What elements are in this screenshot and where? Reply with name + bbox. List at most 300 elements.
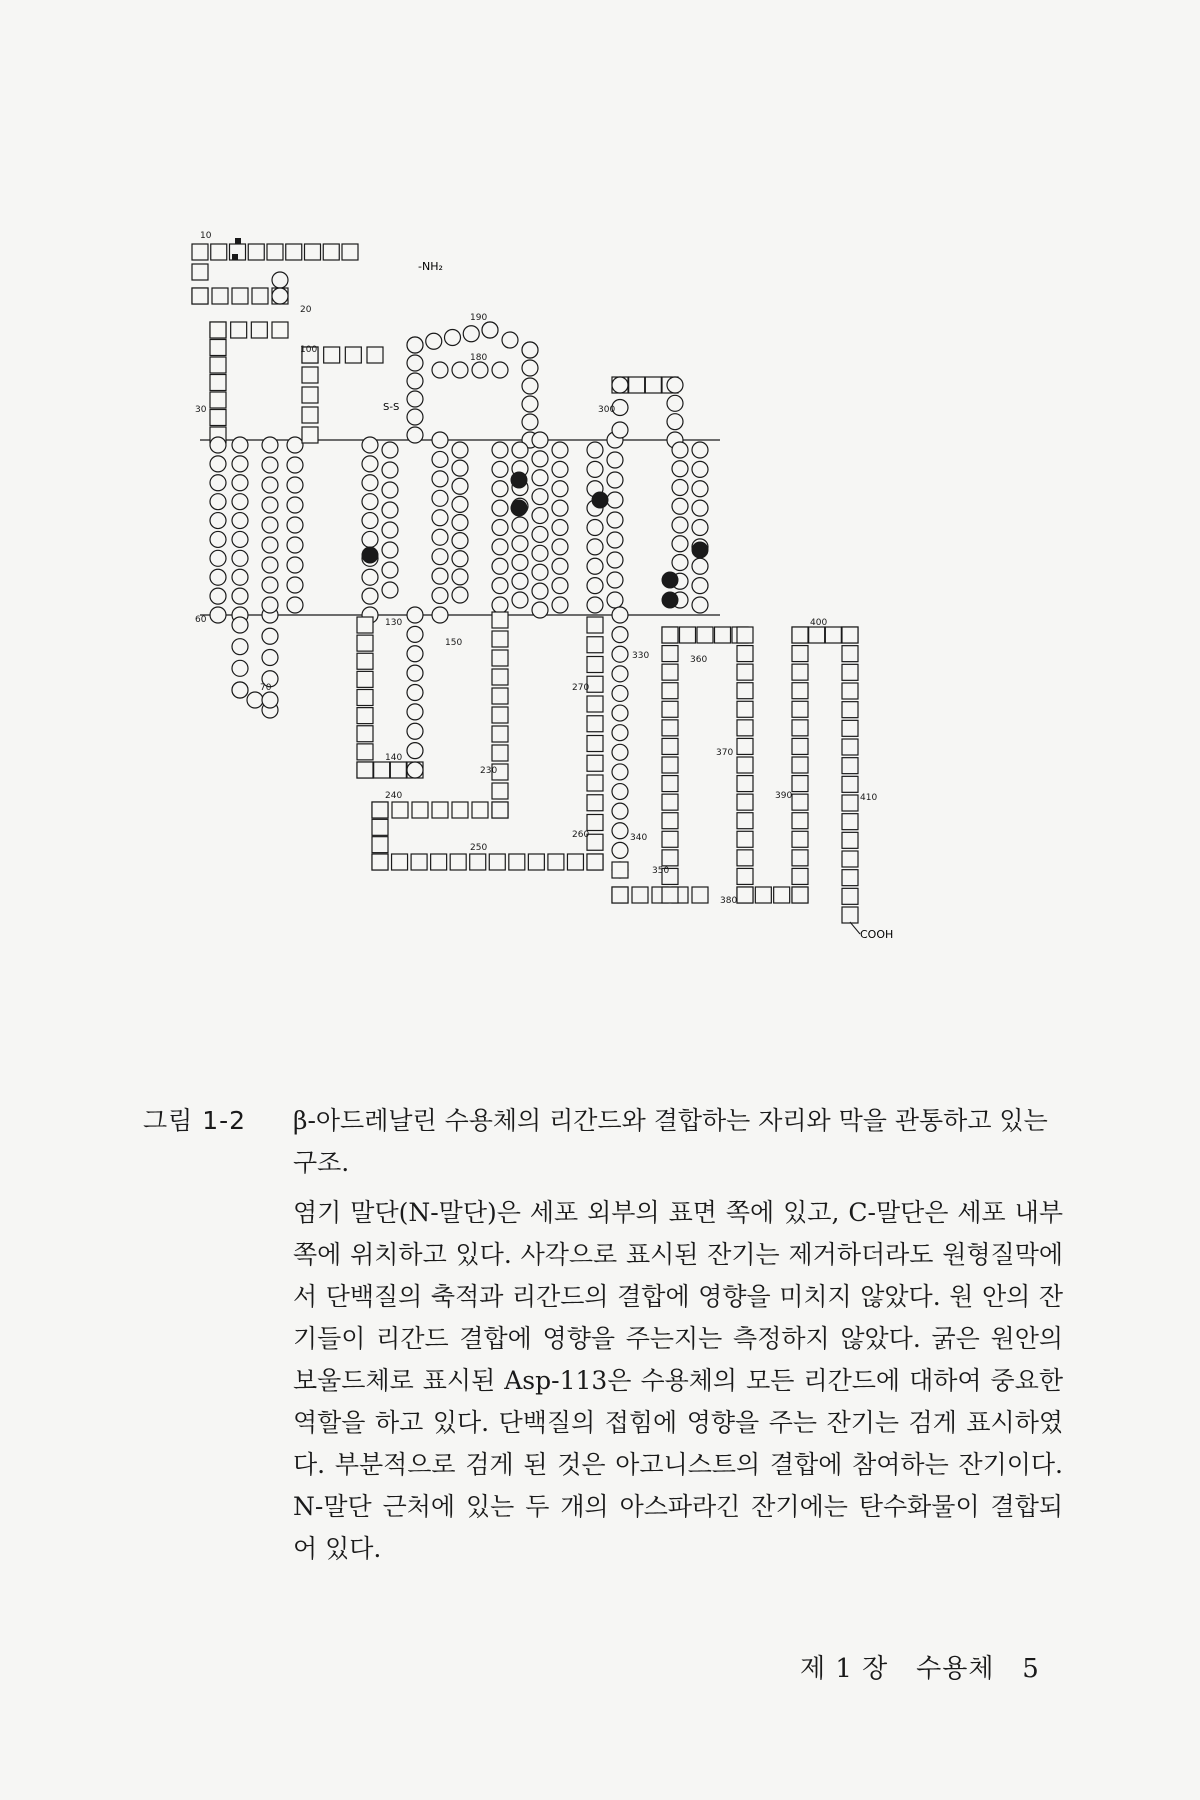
residue-circle bbox=[532, 451, 548, 467]
residue-square bbox=[737, 646, 753, 662]
residue-circle bbox=[612, 377, 628, 393]
residue-circle bbox=[382, 562, 398, 578]
residue-square bbox=[302, 367, 318, 383]
caption-body: 염기 말단(N-말단)은 세포 외부의 표면 쪽에 있고, C-말단은 세포 내부 쪽에 위치하고 있다. 사각으로 표시된 잔기는 제거하더라도 원형질막에서 단백질의 축적과 리간드의 결합에 영향을 미치지 않았다. 원 안의 잔기들이 리간드 결합에 영향을 주는지는 측정하지 않았다. 굵은 원안의 보울드체로 표시된 Asp-113은 수용체의 모든 리간드에 대하여 중요한 역할을 하고 있다. 단백질의 접힘에 영향을 주는 잔기는 검게 표시하였다. 부분적으로 검게 된 것은 아고니스트의 결합에 참여하는 잔기이다. N-말단 근처에 있는 두 개의 아스파라긴 잔기에는 탄수화물이 결합되어 있다. bbox=[293, 1198, 1063, 1563]
residue-circle bbox=[672, 480, 688, 496]
residue-circle bbox=[287, 597, 303, 613]
residue-square bbox=[357, 762, 373, 778]
residue-circle bbox=[607, 512, 623, 528]
residue-circle bbox=[262, 497, 278, 513]
residue-square bbox=[792, 683, 808, 699]
residue-circle bbox=[407, 409, 423, 425]
residue-square bbox=[267, 244, 283, 260]
residue-square bbox=[302, 387, 318, 403]
residue-square bbox=[662, 757, 678, 773]
residue-square bbox=[210, 357, 226, 373]
residue-circle bbox=[667, 414, 683, 430]
residue-circle bbox=[210, 550, 226, 566]
residue-square bbox=[587, 775, 603, 791]
residue-number-label: 400 bbox=[810, 618, 828, 628]
residue-circle bbox=[232, 456, 248, 472]
footer-chapter: 제 1 장 bbox=[800, 1654, 889, 1684]
residue-circle bbox=[262, 692, 278, 708]
residue-circle-filled bbox=[511, 472, 527, 488]
residue-circle bbox=[432, 588, 448, 604]
residue-square bbox=[567, 854, 583, 870]
residue-circle bbox=[407, 685, 423, 701]
residue-square bbox=[323, 244, 339, 260]
residue-circle bbox=[232, 682, 248, 698]
residue-circle bbox=[552, 500, 568, 516]
residue-circle bbox=[362, 513, 378, 529]
residue-circle bbox=[587, 539, 603, 555]
residue-square bbox=[528, 854, 544, 870]
residue-circle bbox=[407, 355, 423, 371]
residue-circle bbox=[407, 665, 423, 681]
page-number: 5 bbox=[1022, 1654, 1040, 1684]
residue-square bbox=[792, 868, 808, 884]
residue-circle bbox=[382, 542, 398, 558]
residue-square bbox=[842, 720, 858, 736]
residue-square bbox=[842, 795, 858, 811]
residue-circle bbox=[407, 391, 423, 407]
residue-number-label: 250 bbox=[470, 843, 488, 853]
residue-square bbox=[372, 837, 388, 853]
residue-square bbox=[231, 322, 247, 338]
residue-square bbox=[792, 738, 808, 754]
residue-circle bbox=[607, 472, 623, 488]
residue-circle bbox=[692, 597, 708, 613]
residue-circle bbox=[452, 551, 468, 567]
residue-square bbox=[792, 850, 808, 866]
residue-square bbox=[252, 288, 268, 304]
residue-number-label: 390 bbox=[775, 791, 793, 801]
residue-circle bbox=[382, 582, 398, 598]
residue-circle bbox=[552, 558, 568, 574]
residue-circle bbox=[232, 531, 248, 547]
residue-circle bbox=[407, 762, 423, 778]
residue-circle bbox=[492, 362, 508, 378]
residue-square bbox=[587, 696, 603, 712]
cooh-terminus-label: COOH bbox=[860, 928, 894, 941]
residue-circle bbox=[672, 555, 688, 571]
residue-circle bbox=[432, 529, 448, 545]
residue-circle bbox=[492, 442, 508, 458]
residue-square bbox=[774, 887, 790, 903]
residue-circle bbox=[432, 490, 448, 506]
residue-circle bbox=[382, 482, 398, 498]
residue-circle bbox=[432, 607, 448, 623]
residue-square bbox=[251, 322, 267, 338]
residue-circle bbox=[432, 549, 448, 565]
residue-square bbox=[374, 762, 390, 778]
residue-circle bbox=[382, 462, 398, 478]
residue-circle bbox=[492, 539, 508, 555]
residue-square bbox=[629, 377, 645, 393]
residue-circle bbox=[382, 442, 398, 458]
residue-square bbox=[392, 854, 408, 870]
cooh-tail-line bbox=[850, 922, 860, 934]
residue-circle bbox=[612, 744, 628, 760]
residue-circle bbox=[502, 332, 518, 348]
residue-circle bbox=[432, 362, 448, 378]
residue-circle bbox=[612, 685, 628, 701]
residue-circle bbox=[287, 557, 303, 573]
residue-circle bbox=[362, 531, 378, 547]
residue-number-label: 180 bbox=[470, 353, 488, 363]
residue-circle bbox=[672, 498, 688, 514]
residue-circle bbox=[382, 522, 398, 538]
residue-circle bbox=[522, 414, 538, 430]
residue-circle bbox=[287, 497, 303, 513]
residue-square bbox=[492, 669, 508, 685]
residue-square bbox=[492, 688, 508, 704]
residue-square bbox=[587, 755, 603, 771]
residue-square bbox=[737, 720, 753, 736]
residue-square bbox=[587, 657, 603, 673]
residue-number-label: 150 bbox=[445, 638, 463, 648]
residue-circle bbox=[492, 597, 508, 613]
residue-circle bbox=[210, 569, 226, 585]
residue-square bbox=[509, 854, 525, 870]
residue-square bbox=[357, 653, 373, 669]
residue-circle bbox=[512, 592, 528, 608]
residue-square bbox=[842, 888, 858, 904]
residue-square bbox=[212, 288, 228, 304]
residue-circle bbox=[362, 475, 378, 491]
residue-square bbox=[662, 813, 678, 829]
residue-circle bbox=[587, 597, 603, 613]
residue-circle-filled bbox=[592, 492, 608, 508]
residue-square bbox=[489, 854, 505, 870]
residue-circle bbox=[552, 461, 568, 477]
disulfide-bond-label: S-S bbox=[383, 402, 400, 413]
residue-circle bbox=[452, 587, 468, 603]
residue-number-label: 240 bbox=[385, 791, 403, 801]
residue-circle bbox=[522, 360, 538, 376]
nh2-terminus-label: -NH₂ bbox=[418, 260, 443, 273]
residue-circle bbox=[492, 500, 508, 516]
residue-square bbox=[737, 813, 753, 829]
residue-circle bbox=[672, 461, 688, 477]
residue-circle bbox=[612, 627, 628, 643]
residue-square bbox=[587, 736, 603, 752]
residue-square bbox=[842, 776, 858, 792]
residue-square bbox=[662, 738, 678, 754]
residue-circle bbox=[552, 442, 568, 458]
residue-number-label: 60 bbox=[195, 615, 207, 625]
residue-circle bbox=[287, 477, 303, 493]
residue-circle bbox=[532, 489, 548, 505]
residue-circle bbox=[262, 557, 278, 573]
residue-circle bbox=[452, 515, 468, 531]
residue-circle bbox=[407, 337, 423, 353]
residue-circle bbox=[262, 477, 278, 493]
residue-square bbox=[645, 377, 661, 393]
residue-circle bbox=[272, 272, 288, 288]
residue-circle bbox=[407, 743, 423, 759]
residue-circle bbox=[607, 532, 623, 548]
page-footer bbox=[800, 1648, 1040, 1685]
residue-square bbox=[612, 862, 628, 878]
residue-square bbox=[842, 851, 858, 867]
residue-square bbox=[470, 854, 486, 870]
residue-circle bbox=[692, 481, 708, 497]
residue-square bbox=[792, 627, 808, 643]
residue-circle bbox=[532, 564, 548, 580]
residue-circle bbox=[407, 607, 423, 623]
residue-circle bbox=[287, 537, 303, 553]
residue-square bbox=[492, 802, 508, 818]
residue-circle bbox=[532, 470, 548, 486]
residue-number-label: 300 bbox=[598, 405, 616, 415]
residue-circle bbox=[407, 723, 423, 739]
residue-number-label: 70 bbox=[260, 683, 272, 693]
residue-square bbox=[697, 627, 713, 643]
residue-circle bbox=[532, 526, 548, 542]
residue-square bbox=[662, 701, 678, 717]
residue-circle bbox=[512, 536, 528, 552]
residue-square bbox=[357, 708, 373, 724]
residue-circle bbox=[522, 396, 538, 412]
residue-square bbox=[357, 617, 373, 633]
residue-square bbox=[612, 887, 628, 903]
residue-number-label: 20 bbox=[300, 305, 312, 315]
residue-circle bbox=[247, 692, 263, 708]
residue-square bbox=[411, 854, 427, 870]
residue-square bbox=[587, 854, 603, 870]
residue-square bbox=[737, 776, 753, 792]
residue-circle bbox=[482, 322, 498, 338]
residue-circle bbox=[472, 362, 488, 378]
residue-circle bbox=[587, 442, 603, 458]
residue-square bbox=[842, 739, 858, 755]
residue-circle bbox=[692, 461, 708, 477]
residue-circle bbox=[532, 508, 548, 524]
residue-circle bbox=[262, 437, 278, 453]
residue-circle bbox=[492, 520, 508, 536]
residue-circle bbox=[612, 764, 628, 780]
residue-circle bbox=[452, 569, 468, 585]
residue-circle bbox=[532, 583, 548, 599]
residue-circle bbox=[463, 326, 479, 342]
residue-square bbox=[192, 264, 208, 280]
residue-square bbox=[342, 244, 358, 260]
residue-circle bbox=[672, 536, 688, 552]
residue-circle bbox=[612, 823, 628, 839]
residue-square bbox=[587, 815, 603, 831]
residue-circle bbox=[512, 573, 528, 589]
residue-square bbox=[792, 701, 808, 717]
residue-circle bbox=[587, 520, 603, 536]
residue-square bbox=[210, 375, 226, 391]
residue-square bbox=[662, 831, 678, 847]
residue-circle bbox=[232, 617, 248, 633]
residue-circle bbox=[452, 460, 468, 476]
residue-square bbox=[357, 690, 373, 706]
receptor-topology-diagram bbox=[195, 231, 1020, 1080]
residue-circle bbox=[432, 432, 448, 448]
residue-circle bbox=[362, 569, 378, 585]
residue-square bbox=[737, 757, 753, 773]
residue-square bbox=[587, 716, 603, 732]
residue-square bbox=[842, 907, 858, 923]
residue-square bbox=[210, 322, 226, 338]
residue-circle bbox=[232, 550, 248, 566]
residue-circle bbox=[232, 660, 248, 676]
residue-square bbox=[286, 244, 302, 260]
residue-square bbox=[792, 794, 808, 810]
residue-square bbox=[737, 664, 753, 680]
residue-square bbox=[692, 887, 708, 903]
residue-number-label: 370 bbox=[716, 748, 734, 758]
residue-circle bbox=[492, 578, 508, 594]
residue-circle bbox=[532, 602, 548, 618]
residue-number-label: 360 bbox=[690, 655, 708, 665]
residue-number-label: 330 bbox=[632, 651, 650, 661]
residue-circle bbox=[692, 578, 708, 594]
residue-circle bbox=[232, 437, 248, 453]
residue-number-label: 380 bbox=[720, 896, 738, 906]
residue-square bbox=[432, 802, 448, 818]
residue-square bbox=[737, 850, 753, 866]
glycosylation-marker bbox=[232, 254, 238, 260]
residue-square bbox=[431, 854, 447, 870]
residue-square bbox=[248, 244, 264, 260]
residue-number-label: 130 bbox=[385, 618, 403, 628]
residue-circle bbox=[210, 437, 226, 453]
residue-circle bbox=[232, 513, 248, 529]
residue-square bbox=[390, 762, 406, 778]
residue-circle bbox=[607, 592, 623, 608]
residue-number-label: 270 bbox=[572, 683, 590, 693]
residue-number-label: 350 bbox=[652, 866, 670, 876]
residue-square bbox=[737, 627, 753, 643]
residue-square bbox=[587, 617, 603, 633]
residue-square bbox=[792, 776, 808, 792]
residue-circle bbox=[587, 578, 603, 594]
residue-circle bbox=[426, 333, 442, 349]
residue-circle bbox=[362, 437, 378, 453]
residue-circle bbox=[512, 555, 528, 571]
residue-circle bbox=[287, 517, 303, 533]
residue-circle bbox=[232, 588, 248, 604]
residue-circle bbox=[210, 607, 226, 623]
glycosylation-marker bbox=[235, 238, 241, 244]
residue-square bbox=[357, 726, 373, 742]
residue-circle bbox=[432, 568, 448, 584]
residue-circle bbox=[232, 639, 248, 655]
residue-square bbox=[357, 671, 373, 687]
residue-number-label: 10 bbox=[200, 231, 212, 241]
residue-circle bbox=[407, 373, 423, 389]
residue-circle bbox=[210, 456, 226, 472]
footer-title: 수용체 bbox=[916, 1654, 995, 1684]
residue-circle bbox=[432, 510, 448, 526]
residue-circle bbox=[612, 725, 628, 741]
residue-square bbox=[492, 631, 508, 647]
residue-square bbox=[372, 854, 388, 870]
residue-circle bbox=[492, 558, 508, 574]
residue-square bbox=[302, 407, 318, 423]
residue-circle bbox=[607, 452, 623, 468]
residue-square bbox=[792, 887, 808, 903]
residue-circle bbox=[262, 650, 278, 666]
residue-square bbox=[392, 802, 408, 818]
residue-square bbox=[737, 701, 753, 717]
residue-square bbox=[210, 392, 226, 408]
residue-circle bbox=[452, 533, 468, 549]
residue-number-label: 190 bbox=[470, 313, 488, 323]
residue-circle bbox=[232, 494, 248, 510]
residue-circle bbox=[232, 475, 248, 491]
residue-square bbox=[825, 627, 841, 643]
residue-square bbox=[587, 834, 603, 850]
residue-circle bbox=[612, 803, 628, 819]
residue-square bbox=[192, 244, 208, 260]
residue-square bbox=[472, 802, 488, 818]
residue-square bbox=[210, 410, 226, 426]
residue-square bbox=[842, 664, 858, 680]
residue-square bbox=[232, 288, 248, 304]
residue-square bbox=[324, 347, 340, 363]
residue-number-label: 410 bbox=[860, 793, 878, 803]
residue-circle bbox=[667, 377, 683, 393]
residue-circle bbox=[232, 569, 248, 585]
residue-circle bbox=[552, 539, 568, 555]
residue-circle bbox=[692, 500, 708, 516]
residue-circle bbox=[407, 704, 423, 720]
residue-square bbox=[792, 813, 808, 829]
residue-circle bbox=[532, 432, 548, 448]
residue-circle bbox=[667, 395, 683, 411]
residue-square bbox=[737, 887, 753, 903]
residue-square bbox=[492, 783, 508, 799]
residue-circle bbox=[407, 427, 423, 443]
residue-square bbox=[842, 870, 858, 886]
residue-circle bbox=[522, 342, 538, 358]
residue-circle bbox=[445, 330, 461, 346]
residue-circle bbox=[362, 494, 378, 510]
residue-square bbox=[492, 612, 508, 628]
residue-circle bbox=[532, 545, 548, 561]
residue-square bbox=[412, 802, 428, 818]
residue-circle bbox=[587, 461, 603, 477]
residue-circle bbox=[262, 517, 278, 533]
residue-square bbox=[662, 776, 678, 792]
residue-square bbox=[842, 683, 858, 699]
residue-square bbox=[492, 745, 508, 761]
residue-circle bbox=[452, 478, 468, 494]
residue-circle bbox=[262, 457, 278, 473]
residue-number-label: 230 bbox=[480, 766, 498, 776]
residue-number-label: 30 bbox=[195, 405, 207, 415]
residue-circle bbox=[552, 578, 568, 594]
residue-circle bbox=[492, 481, 508, 497]
residue-square bbox=[842, 702, 858, 718]
residue-number-label: 340 bbox=[630, 833, 648, 843]
residue-square bbox=[662, 850, 678, 866]
residue-square bbox=[737, 794, 753, 810]
residue-circle bbox=[692, 442, 708, 458]
caption-title: β-아드레날린 수용체의 리간드와 결합하는 자리와 막을 관통하고 있는 구조. bbox=[293, 1106, 1048, 1177]
residue-square bbox=[662, 683, 678, 699]
residue-square bbox=[842, 758, 858, 774]
residue-square bbox=[842, 627, 858, 643]
residue-square bbox=[345, 347, 361, 363]
residue-circle bbox=[210, 475, 226, 491]
residue-circle-filled bbox=[511, 500, 527, 516]
